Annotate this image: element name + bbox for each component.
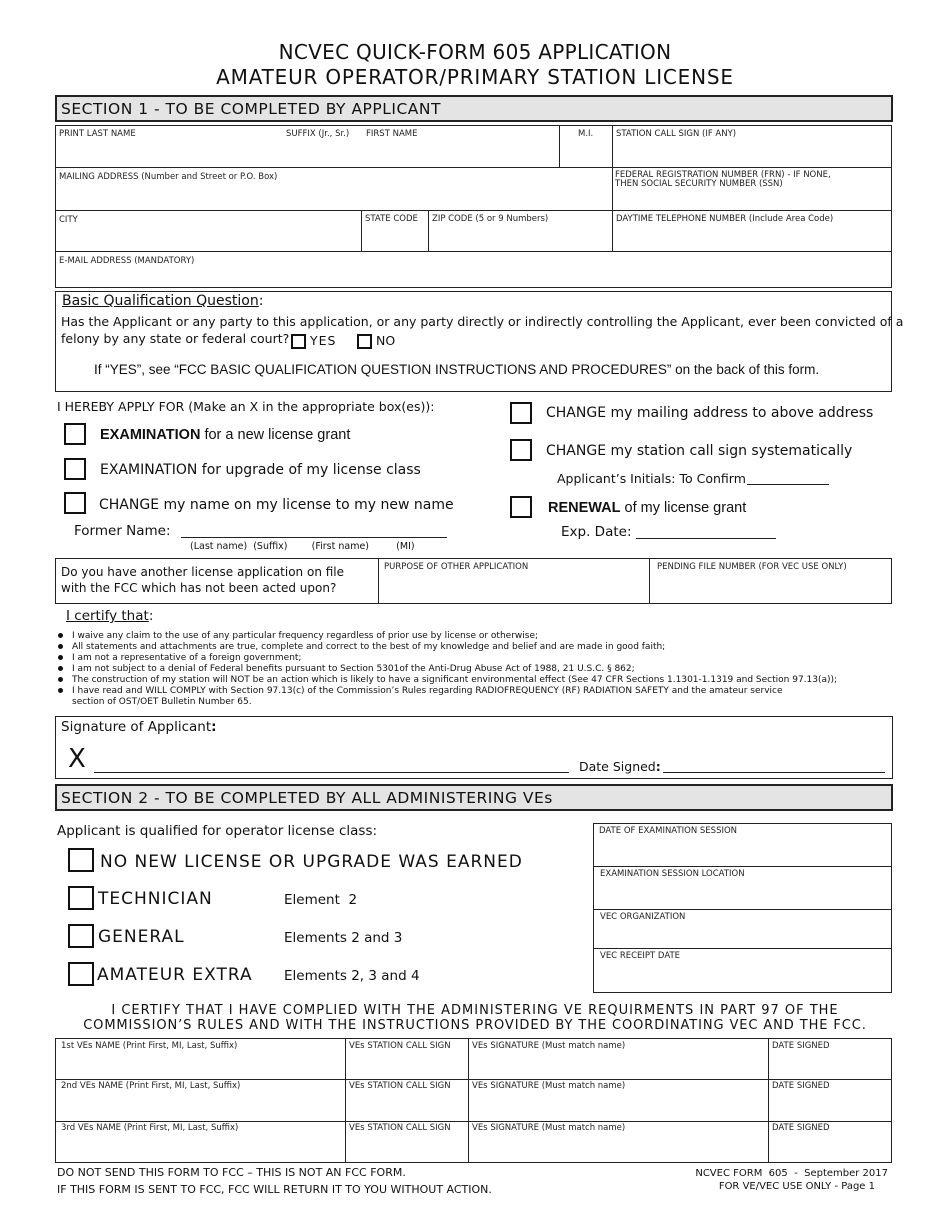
initials-line[interactable] <box>747 484 829 485</box>
certify-item-4: I am not subject to a denial of Federal benefits pursuant to Section 5301of the Anti-Drug Abuse Act of 1988, 21 U.S.C. § 862; <box>72 664 635 674</box>
ve2-signature-field[interactable]: VEs SIGNATURE (Must match name) <box>472 1081 626 1091</box>
renewal-checkbox[interactable] <box>510 496 532 518</box>
former-name-label: Former Name: <box>74 523 171 539</box>
certify-item-3: I am not a representative of a foreign government; <box>72 653 302 663</box>
change-callsign-checkbox[interactable] <box>510 439 532 461</box>
certify-item-1: I waive any claim to the use of any particular frequency regardless of prior use by license or otherwise; <box>72 631 539 641</box>
class-none-label: NO NEW LICENSE OR UPGRADE WAS EARNED <box>100 852 523 872</box>
vec-receipt-date-field[interactable]: VEC RECEIPT DATE <box>600 951 681 961</box>
certify-item-6: I have read and WILL COMPLY with Section 97.13(c) of the Commission’s Rules regarding RADIOFREQUENCY (RF) RADIATION SAFETY and the amateur service <box>72 686 783 696</box>
apply-heading: I HEREBY APPLY FOR (Make an X in the appropriate box(es)): <box>57 399 435 414</box>
applicant-info-grid <box>55 125 892 288</box>
exam-new-label-bold: EXAMINATION <box>100 427 201 443</box>
bqq-yes-label: YES <box>310 333 337 348</box>
date-signed-text: Date Signed <box>579 759 656 774</box>
bqq-yes-checkbox[interactable] <box>291 334 306 349</box>
first-name-field[interactable]: FIRST NAME <box>366 129 418 139</box>
change-name-checkbox[interactable] <box>64 492 86 514</box>
certify-heading-colon: : <box>148 608 154 624</box>
ve3-call-sign-field[interactable]: VEs STATION CALL SIGN <box>349 1123 451 1133</box>
phone-field[interactable]: DAYTIME TELEPHONE NUMBER (Include Area Code) <box>616 214 834 224</box>
former-name-parts: (Last name) (Suffix) (First name) (MI) <box>190 541 415 552</box>
signature-label-colon: : <box>211 719 217 735</box>
class-extra-checkbox[interactable] <box>68 962 94 986</box>
form-title-line2: AMATEUR OPERATOR/PRIMARY STATION LICENSE <box>216 65 734 89</box>
ve1-date-signed-field[interactable]: DATE SIGNED <box>772 1041 830 1051</box>
bqq-no-checkbox[interactable] <box>357 334 372 349</box>
signature-label <box>61 719 217 735</box>
call-sign-field[interactable]: STATION CALL SIGN (IF ANY) <box>616 129 737 139</box>
class-none-checkbox[interactable] <box>68 848 94 872</box>
email-field[interactable]: E-MAIL ADDRESS (MANDATORY) <box>59 256 195 266</box>
form-title-line1: NCVEC QUICK-FORM 605 APPLICATION <box>278 40 672 64</box>
other-app-question-2: with the FCC which has not been acted upon? <box>61 581 337 595</box>
bqq-instruction: If “YES”, see “FCC BASIC QUALIFICATION QUESTION INSTRUCTIONS AND PROCEDURES” on the back of this form. <box>94 362 820 377</box>
renewal-label-bold: RENEWAL <box>548 500 621 516</box>
certify-item-6-cont: section of OST/OET Bulletin Number 65. <box>72 697 252 707</box>
basic-qualification-box <box>55 291 904 392</box>
class-technician-elements: Element 2 <box>284 892 358 908</box>
class-technician-label: TECHNICIAN <box>98 889 213 909</box>
footer-left-line1: DO NOT SEND THIS FORM TO FCC – THIS IS NOT AN FCC FORM. <box>57 1166 406 1179</box>
ve3-date-signed-field[interactable]: DATE SIGNED <box>772 1123 830 1133</box>
mailing-address-field[interactable]: MAILING ADDRESS (Number and Street or P.O. Box) <box>59 172 278 182</box>
signature-box <box>55 716 893 779</box>
vec-organization-field[interactable]: VEC ORGANIZATION <box>600 912 686 922</box>
qualified-label: Applicant is qualified for operator license class: <box>57 823 378 839</box>
bqq-question-line2: felony by any state or federal court? <box>61 331 290 346</box>
ve-certify-line1: I CERTIFY THAT I HAVE COMPLIED WITH THE ADMINISTERING VE REQUIRMENTS IN PART 97 OF THE <box>111 1003 839 1018</box>
footer-left-line2: IF THIS FORM IS SENT TO FCC, FCC WILL RETURN IT TO YOU WITHOUT ACTION. <box>57 1183 492 1196</box>
ve2-date-signed-field[interactable]: DATE SIGNED <box>772 1081 830 1091</box>
class-general-checkbox[interactable] <box>68 924 94 948</box>
ve3-signature-field[interactable]: VEs SIGNATURE (Must match name) <box>472 1123 626 1133</box>
ve1-signature-field[interactable]: VEs SIGNATURE (Must match name) <box>472 1041 626 1051</box>
city-field[interactable]: CITY <box>59 215 78 225</box>
other-app-question-1: Do you have another license application on file <box>61 565 345 579</box>
date-signed-line[interactable] <box>663 772 885 773</box>
last-name-field[interactable]: PRINT LAST NAME <box>59 129 136 139</box>
purpose-other-application-field[interactable]: PURPOSE OF OTHER APPLICATION <box>384 562 529 572</box>
ve2-call-sign-field[interactable]: VEs STATION CALL SIGN <box>349 1081 451 1091</box>
exam-upgrade-checkbox[interactable] <box>64 458 86 480</box>
ve1-call-sign-field[interactable]: VEs STATION CALL SIGN <box>349 1041 451 1051</box>
exam-upgrade-label: EXAMINATION for upgrade of my license class <box>100 462 421 478</box>
exam-new-label-rest: for a new license grant <box>200 427 351 443</box>
exam-new-checkbox[interactable] <box>64 423 86 445</box>
frn-field-label-1[interactable]: FEDERAL REGISTRATION NUMBER (FRN) - IF NONE, <box>615 170 831 180</box>
change-address-label: CHANGE my mailing address to above address <box>546 405 874 421</box>
exam-session-location-field[interactable]: EXAMINATION SESSION LOCATION <box>600 869 745 879</box>
ve1-name-field[interactable]: 1st VEs NAME (Print First, MI, Last, Suffix) <box>61 1041 238 1051</box>
signature-x-mark: X <box>68 744 86 774</box>
date-signed-colon: : <box>655 759 661 774</box>
section2-header: SECTION 2 - TO BE COMPLETED BY ALL ADMINISTERING VEs <box>55 784 893 811</box>
exam-new-label <box>100 427 350 443</box>
session-info-box <box>593 823 892 993</box>
signature-label-text: Signature of Applicant <box>61 719 212 735</box>
bqq-heading-text: Basic Qualification Question <box>62 293 259 309</box>
certify-heading <box>66 608 153 624</box>
state-code-field[interactable]: STATE CODE <box>365 214 418 224</box>
exp-date-line[interactable] <box>636 538 776 539</box>
other-application-box <box>55 558 892 604</box>
footer-right-line1: NCVEC FORM 605 - September 2017 <box>695 1168 888 1179</box>
date-signed-label <box>579 759 661 774</box>
bqq-no-label: NO <box>376 333 396 348</box>
ve2-name-field[interactable]: 2nd VEs NAME (Print First, MI, Last, Suffix) <box>61 1081 241 1091</box>
certify-heading-text: I certify that <box>66 608 149 624</box>
mi-field[interactable]: M.I. <box>578 129 594 139</box>
class-extra-label: AMATEUR EXTRA <box>97 965 253 985</box>
class-technician-checkbox[interactable] <box>68 886 94 910</box>
certify-item-2: All statements and attachments are true, complete and correct to the best of my knowledge and belief and are made in good faith; <box>72 642 666 652</box>
exp-date-label: Exp. Date: <box>561 524 632 540</box>
bqq-heading-colon: : <box>258 293 264 309</box>
renewal-label <box>548 500 746 516</box>
change-name-label: CHANGE my name on my license to my new name <box>99 497 454 513</box>
class-general-label: GENERAL <box>98 927 185 947</box>
renewal-label-rest: of my license grant <box>620 500 747 516</box>
former-name-line[interactable] <box>181 537 447 538</box>
certify-item-5: The construction of my station will NOT be an action which is likely to have a significant environmental effect (See 47 CFR Sections 1.1301-1.1319 and Section 97.13(a)); <box>72 675 838 685</box>
change-callsign-label: CHANGE my station call sign systematically <box>546 443 853 459</box>
suffix-field[interactable]: SUFFIX (Jr., Sr.) <box>286 129 350 139</box>
initials-label: Applicant’s Initials: To Confirm <box>557 471 746 486</box>
signature-line[interactable] <box>94 772 569 773</box>
ve-certify-line2: COMMISSION’S RULES AND WITH THE INSTRUCTIONS PROVIDED BY THE COORDINATING VEC AND THE FCC. <box>83 1018 867 1033</box>
bqq-heading <box>62 293 263 309</box>
frn-field-label-2: THEN SOCIAL SECURITY NUMBER (SSN) <box>615 179 783 189</box>
zip-code-field[interactable]: ZIP CODE (5 or 9 Numbers) <box>432 214 549 224</box>
change-address-checkbox[interactable] <box>510 402 532 424</box>
section1-header: SECTION 1 - TO BE COMPLETED BY APPLICANT <box>55 95 893 122</box>
class-general-elements: Elements 2 and 3 <box>284 930 403 946</box>
exam-session-date-field[interactable]: DATE OF EXAMINATION SESSION <box>599 826 738 836</box>
class-extra-elements: Elements 2, 3 and 4 <box>284 968 420 984</box>
bqq-question-line1: Has the Applicant or any party to this application, or any party directly or indirectly controlling the Applicant, ever been convicted of a <box>61 314 904 329</box>
ve-signature-table <box>55 1038 892 1163</box>
footer-right-line2: FOR VE/VEC USE ONLY - Page 1 <box>718 1181 875 1192</box>
ve3-name-field[interactable]: 3rd VEs NAME (Print First, MI, Last, Suffix) <box>61 1123 239 1133</box>
pending-file-number-field[interactable]: PENDING FILE NUMBER (FOR VEC USE ONLY) <box>657 562 847 572</box>
